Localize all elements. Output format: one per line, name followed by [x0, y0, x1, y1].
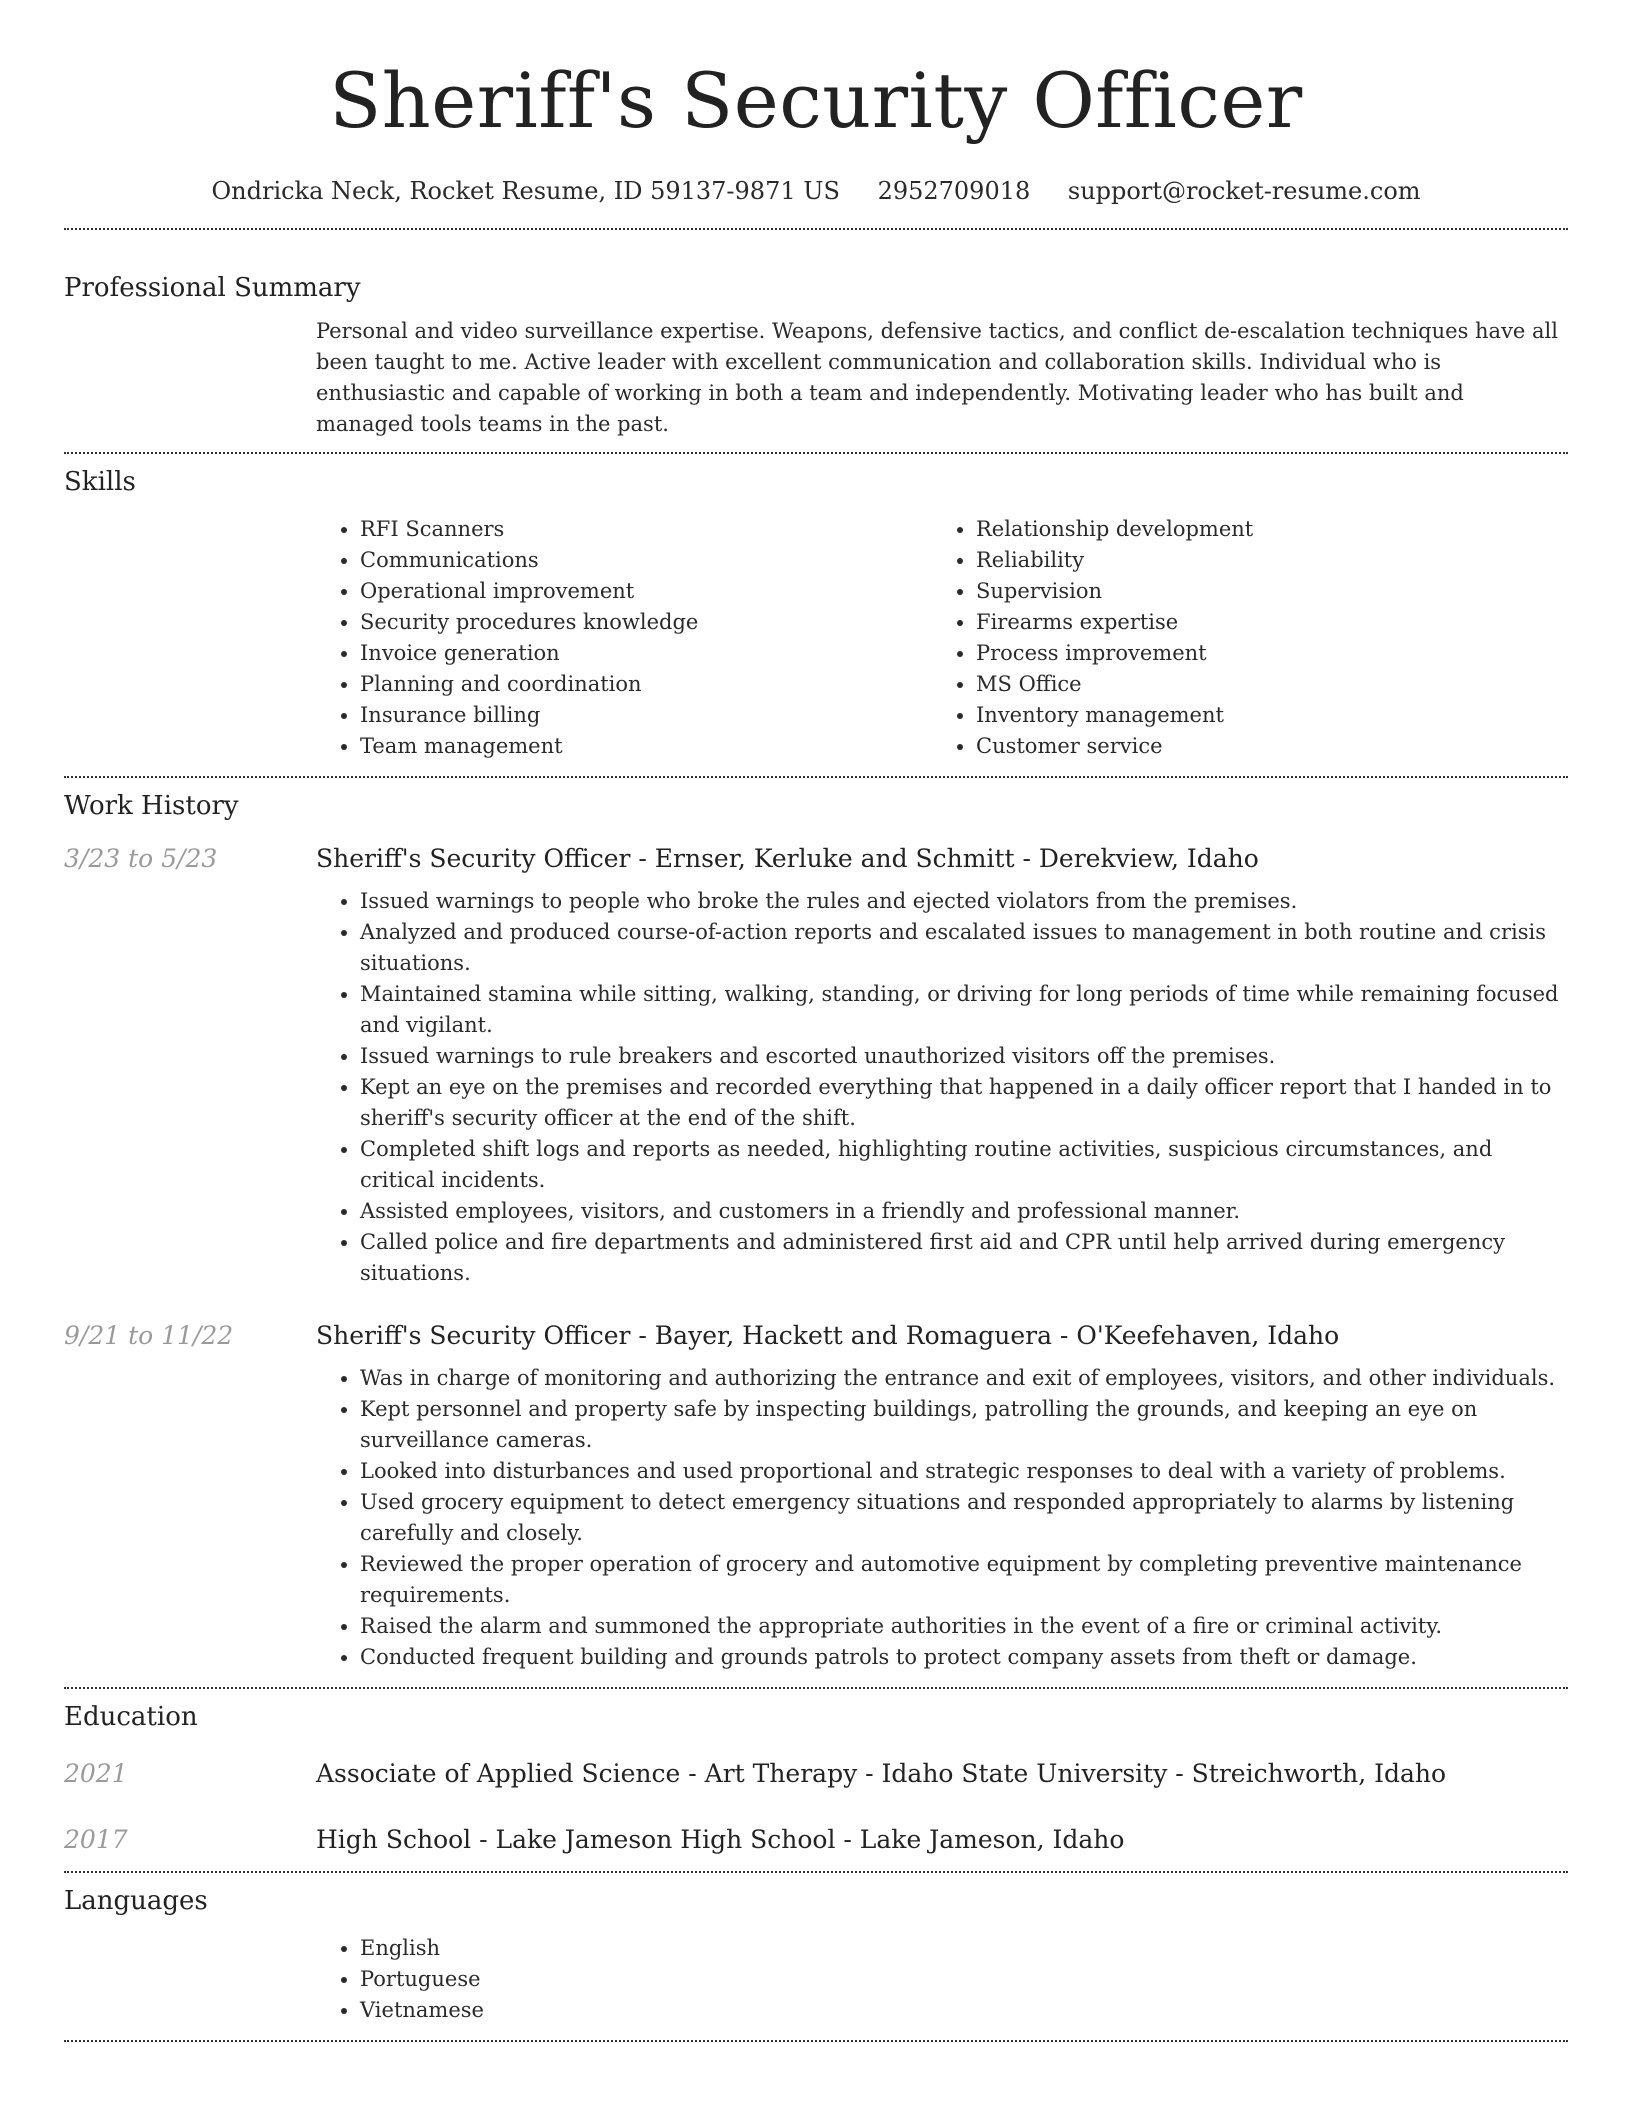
skill-item: • Invoice generation: [360, 638, 932, 669]
skill-item: • Inventory management: [976, 700, 1548, 731]
job-dates: 9/21 to 11/22: [64, 1321, 234, 1350]
skill-item: • Customer service: [976, 731, 1548, 762]
education-year: 2021: [64, 1759, 128, 1788]
education-entry: [64, 1757, 1568, 1791]
job-bullet: • Maintained stamina while sitting, walking, standing, or driving for long periods of time while remaining focused and vigilant.: [360, 979, 1568, 1041]
work-history-heading: Work History: [64, 791, 239, 821]
job-bullet: • Issued warnings to people who broke the rules and ejected violators from the premises.: [360, 886, 1568, 917]
skill-item: • Planning and coordination: [360, 669, 932, 700]
education-entry: [64, 1823, 1568, 1871]
job-entry: [64, 1319, 1568, 1687]
languages-heading: Languages: [64, 1886, 208, 1916]
job-bullet: • Looked into disturbances and used proportional and strategic responses to deal with a variety of problems.: [360, 1456, 1568, 1487]
languages-list: [316, 1933, 1568, 2040]
summary-text: Personal and video surveillance expertise. Weapons, defensive tactics, and conflict de-escalation techniques have all been taught to me. Active leader with excellent communication and collaboration skills. Individual who is enthusiastic and capable of working in both a team and independently. Motivating leader who has built and managed tools teams in the past.: [316, 319, 1558, 436]
job-bullet: • Analyzed and produced course-of-action reports and escalated issues to management in both routine and crisis situations.: [360, 917, 1568, 979]
job-bullet: • Was in charge of monitoring and authorizing the entrance and exit of employees, visitors, and other individuals.: [360, 1363, 1568, 1394]
skill-item: • Operational improvement: [360, 576, 932, 607]
job-bullet: • Called police and fire departments and administered first aid and CPR until help arrived during emergency situations.: [360, 1227, 1568, 1289]
education-title: Associate of Applied Science - Art Therapy - Idaho State University - Streichworth, Idaho: [316, 1759, 1447, 1788]
skill-item: • Security procedures knowledge: [360, 607, 932, 638]
language-item: • Vietnamese: [360, 1995, 1568, 2026]
skills-section: [64, 454, 1568, 776]
job-title: Sheriff's Security Officer - Ernser, Kerluke and Schmitt - Derekview, Idaho: [316, 844, 1259, 873]
job-bullet: • Issued warnings to rule breakers and escorted unauthorized visitors off the premises.: [360, 1041, 1568, 1072]
education-title: High School - Lake Jameson High School - Lake Jameson, Idaho: [316, 1825, 1125, 1854]
contact-line: [64, 174, 1568, 208]
summary-section: [64, 230, 1568, 452]
job-bullets: [316, 886, 1568, 1289]
contact-email: support@rocket-resume.com: [1067, 177, 1421, 205]
skill-item: • Firearms expertise: [976, 607, 1548, 638]
skills-right-column: [932, 514, 1548, 762]
job-title: Sheriff's Security Officer - Bayer, Hackett and Romaguera - O'Keefehaven, Idaho: [316, 1321, 1340, 1350]
summary-heading: Professional Summary: [64, 273, 361, 303]
skills-heading: Skills: [64, 467, 136, 497]
skill-item: • Supervision: [976, 576, 1548, 607]
language-item: • English: [360, 1933, 1568, 1964]
education-section: [64, 1689, 1568, 1871]
job-bullet: • Kept an eye on the premises and recorded everything that happened in a daily officer report that I handed in to sheriff's security officer at the end of the shift.: [360, 1072, 1568, 1134]
skill-item: • Reliability: [976, 545, 1548, 576]
languages-section: [64, 1873, 1568, 2040]
contact-phone: 2952709018: [877, 177, 1031, 205]
job-bullet: • Used grocery equipment to detect emergency situations and responded appropriately to alarms by listening carefully and closely.: [360, 1487, 1568, 1549]
job-dates: 3/23 to 5/23: [64, 844, 218, 873]
skill-item: • Relationship development: [976, 514, 1548, 545]
work-history-section: [64, 778, 1568, 1687]
job-bullet: • Completed shift logs and reports as needed, highlighting routine activities, suspicious circumstances, and critical incidents.: [360, 1134, 1568, 1196]
job-header: [64, 842, 1568, 876]
skill-item: • Process improvement: [976, 638, 1548, 669]
skill-item: • RFI Scanners: [360, 514, 932, 545]
resume-title: Sheriff's Security Officer: [329, 56, 1303, 145]
skills-list: [316, 514, 1568, 776]
job-header: [64, 1319, 1568, 1353]
skill-item: • Insurance billing: [360, 700, 932, 731]
divider: [64, 2040, 1568, 2042]
language-item: • Portuguese: [360, 1964, 1568, 1995]
skill-item: • MS Office: [976, 669, 1548, 700]
skills-left-column: [316, 514, 932, 762]
contact-address: Ondricka Neck, Rocket Resume, ID 59137-9871 US: [211, 177, 840, 205]
job-bullet: • Conducted frequent building and grounds patrols to protect company assets from theft or damage.: [360, 1642, 1568, 1673]
job-entry: [64, 842, 1568, 1289]
job-bullets: [316, 1363, 1568, 1687]
job-bullet: • Kept personnel and property safe by inspecting buildings, patrolling the grounds, and keeping an eye on surveillance cameras.: [360, 1394, 1568, 1456]
skill-item: • Communications: [360, 545, 932, 576]
job-bullet: • Reviewed the proper operation of grocery and automotive equipment by completing preventive maintenance requirements.: [360, 1549, 1568, 1611]
job-bullet: • Raised the alarm and summoned the appropriate authorities in the event of a fire or criminal activity.: [360, 1611, 1568, 1642]
education-heading: Education: [64, 1702, 198, 1732]
skill-item: • Team management: [360, 731, 932, 762]
job-bullet: • Assisted employees, visitors, and customers in a friendly and professional manner.: [360, 1196, 1568, 1227]
education-year: 2017: [64, 1825, 128, 1854]
